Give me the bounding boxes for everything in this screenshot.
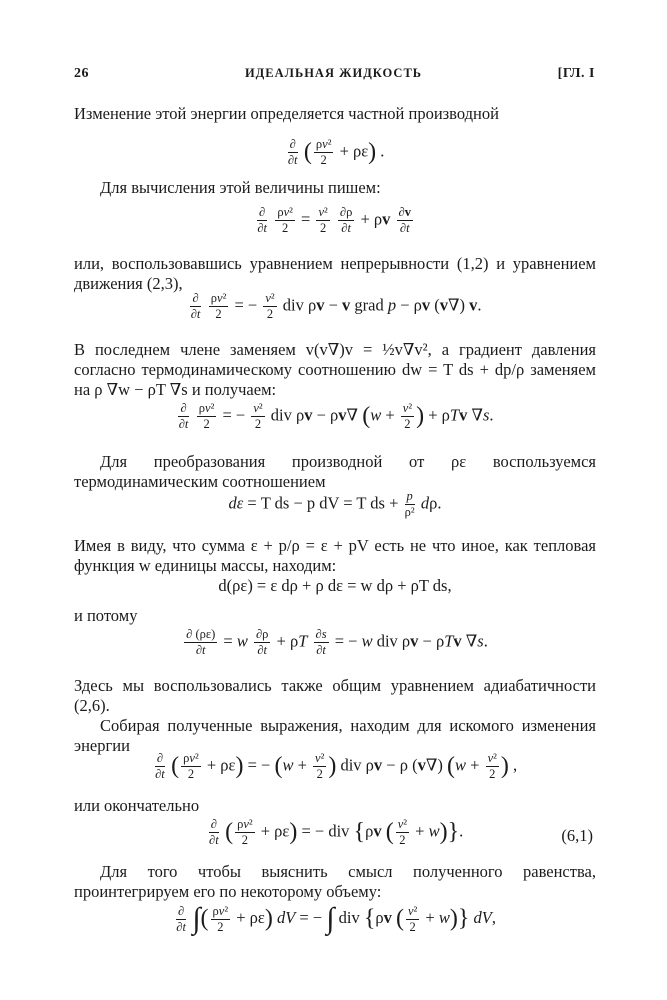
equation-enthalpy: d(ρε) = ε dρ + ρ dε = w dρ + ρT ds, <box>218 576 452 595</box>
paragraph-10: или окончательно <box>74 796 200 815</box>
paragraph-9: Собирая полученные выражения, находим для искомого изменения энергии <box>74 716 596 755</box>
paragraph-7: и потому <box>74 606 138 625</box>
equation-energy-derivative: ∂ ∂t ( $\frac{\text{ρv²}}{2}$ + ρε) . <box>287 137 385 167</box>
equation-volume-integral: ∂ ∂t ∫( $\frac{\text{ρv²}}{2}$ + ρε) dV = − ∫ div {ρv ( $\frac{\text{v²}}{2}$ + w)} dV, <box>176 902 496 935</box>
paragraph-5: Для преобразования производной от ρε воспользуемся термодинамическим соотношением <box>74 452 596 491</box>
equation-number: (6,1) <box>561 826 593 845</box>
page-number: 26 <box>74 66 89 81</box>
equation-thermo-relation: dε = T ds − p dV = T ds + $\frac{p}{\text{ρ²}}$ dρ. <box>228 489 442 519</box>
equation-internal-energy-derivative: $\frac{\partial (\rho\varepsilon)}{\partial t}$ = w $\frac{\partial\rho}{\partial t}$ + ρT $\frac{\partial s}{\partial t}$ = − w div ρv − ρTv ∇s. <box>186 627 488 657</box>
running-title: ИДЕАЛЬНАЯ ЖИДКОСТЬ <box>244 66 423 80</box>
equation-energy-conservation: ∂ ∂t ( $\frac{\text{ρv²}}{2}$ + ρε) = − div {ρv ( $\frac{\text{v²}}{2}$ + w)}. <box>209 817 464 847</box>
equation-kinetic-derivative: ∂ ∂t $\frac{\text{ρv²}}{2}$ = $\frac{\text{v²}}{2}$ $\frac{\partial\rho}{\partial t}$ + ρv $\frac{\partial v}{\partial t}$ <box>257 205 411 235</box>
equation-thermo-rhs: = T ds − p dV = T ds + <box>247 493 399 513</box>
equation-kinetic-final: ∂ ∂t $\frac{\text{ρv²}}{2}$ = − $\frac{\text{v²}}{2}$ div ρv − ρv∇ (w + $\frac{\text{v²}}{2}$ ) + ρTv ∇s. <box>178 401 494 431</box>
paragraph-8: Здесь мы воспользовались также общим уравнением адиабатичности (2,6). <box>74 676 596 715</box>
paragraph-6: Имея в виду, что сумма ε + p/ρ = ε + pV есть не что иное, как тепловая функция w единицы массы, находим: <box>74 536 596 575</box>
chapter-label: [ГЛ. I <box>557 66 595 81</box>
equation-energy-change: ∂ ∂t ( $\frac{\text{ρv²}}{2}$ + ρε) = − (w + $\frac{\text{v²}}{2}$ ) div ρv − ρ (v∇) (w + $\frac{\text{v²}}{2}$ ) , <box>155 751 518 781</box>
paragraph-11: Для того чтобы выяснить смысл полученного равенства, проинтегрируем его по некоторому объему: <box>74 862 596 901</box>
paragraph-3: или, воспользовавшись уравнением непрерывности (1,2) и уравнением движения (2,3), <box>74 254 596 293</box>
paragraph-1: Изменение этой энергии определяется частной производной <box>74 104 499 123</box>
paragraph-2: Для вычисления этой величины пишем: <box>100 178 381 197</box>
paragraph-4: В последнем члене заменяем v(v∇)v = ½v∇v², а градиент давления согласно термодинамическому соотношению dw = T ds + dp/ρ заменяем на ρ ∇w − ρT ∇s и получаем: <box>74 340 596 399</box>
equation-kinetic-expanded: ∂ ∂t $\frac{\text{ρv²}}{2}$ = − $\frac{\text{v²}}{2}$ div ρv − v grad p − ρv (v∇) v. <box>190 291 482 321</box>
